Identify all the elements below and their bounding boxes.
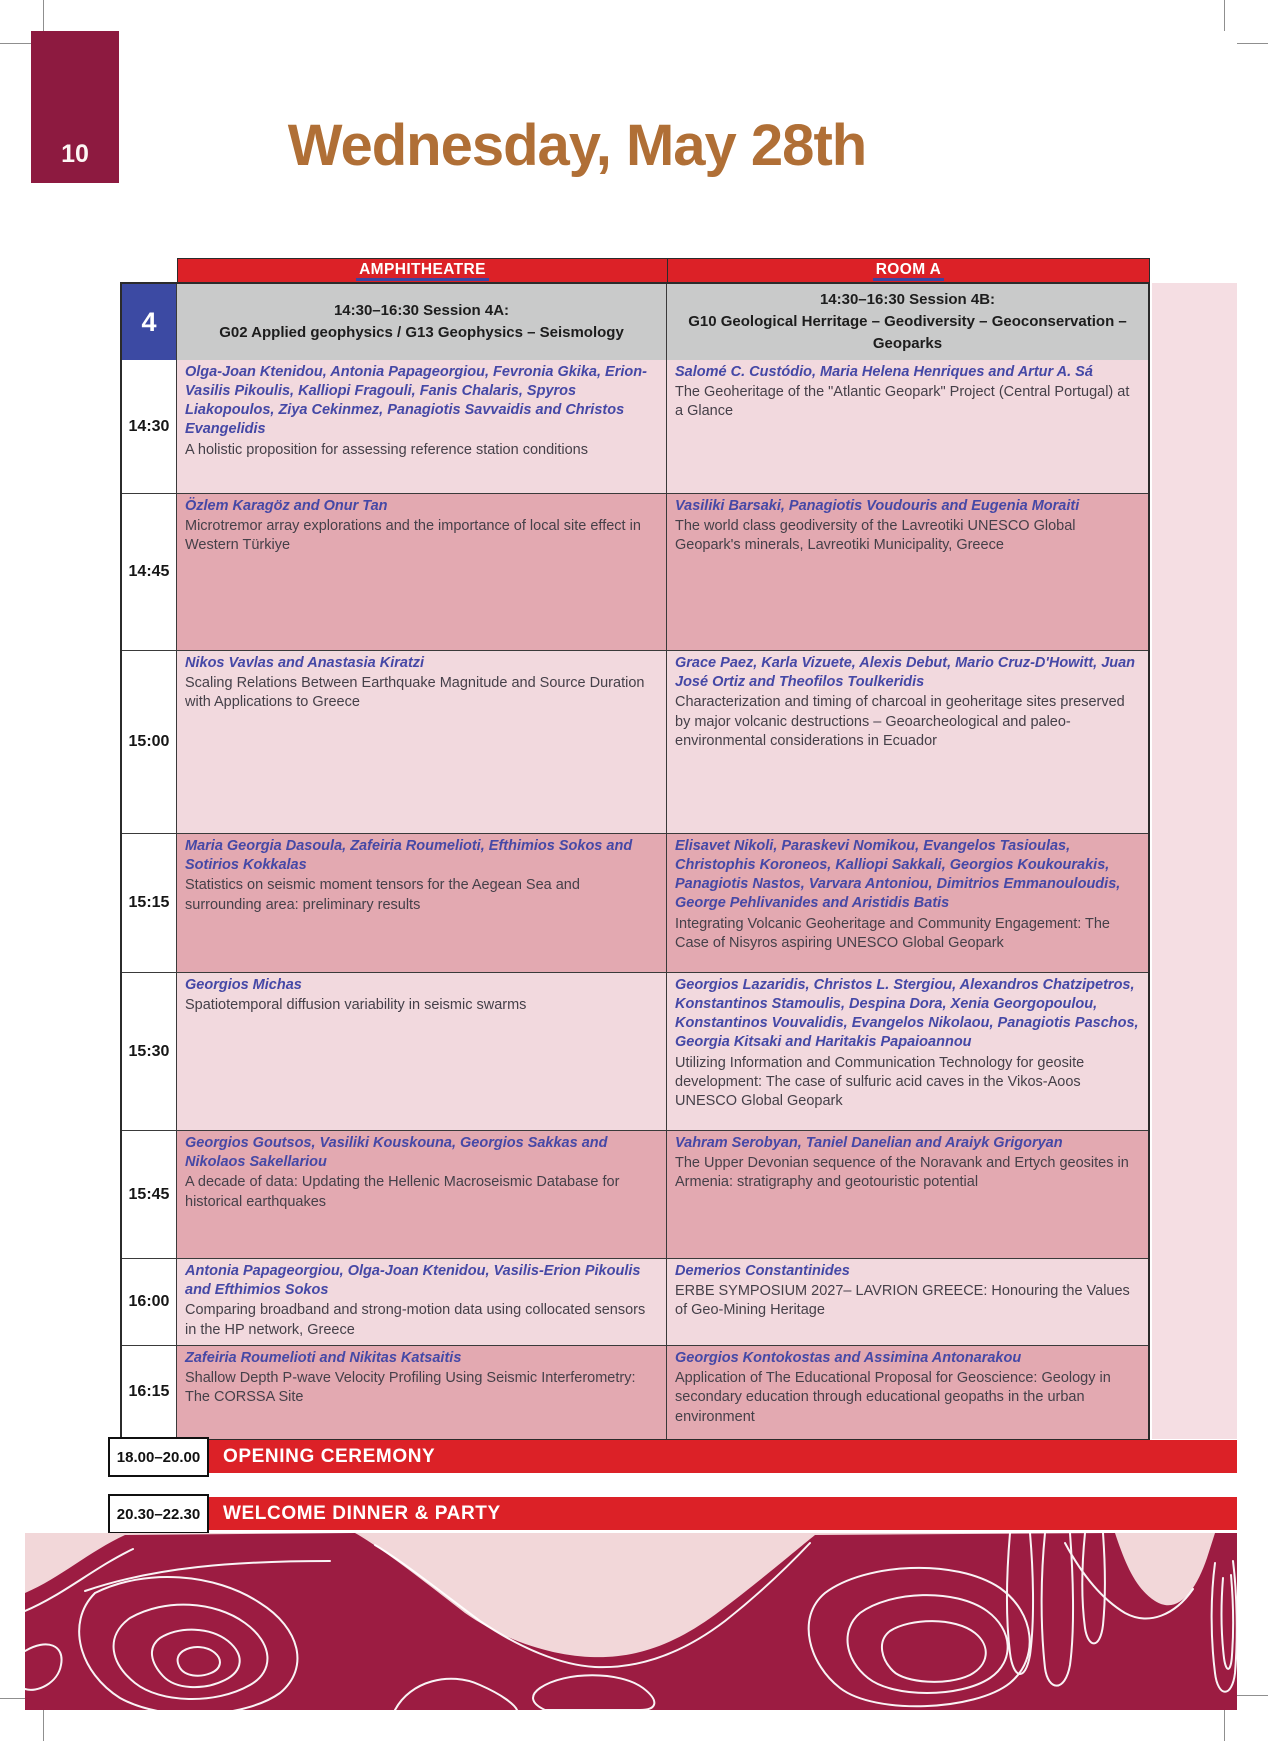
event-label: OPENING CEREMONY [223, 1445, 436, 1467]
table-row [122, 360, 1148, 493]
session-title: G02 Applied geophysics / G13 Geophysics – Seismology [219, 324, 624, 341]
session-time: 14:30–16:30 Session 4A: [333, 302, 510, 320]
authors: Georgios Michas [185, 977, 302, 993]
crop-mark [43, 1710, 44, 1741]
contour-pattern [25, 1533, 1237, 1710]
time-label: 15:30 [128, 1042, 170, 1060]
time-label: 14:45 [128, 563, 170, 580]
room-a-cell [667, 360, 1148, 493]
time-cell [122, 1259, 177, 1345]
presentation-title: Comparing broadband and strong-motion data using collocated sensors in the HP network, Greece [185, 1302, 646, 1338]
presentation-title: Characterization and timing of charcoal in geoheritage sites preserved by major volcanic destructions – Geoarcheological and paleo-environmental considerations in Ecuador [675, 694, 1125, 749]
crop-mark [43, 0, 44, 31]
authors: Olga-Joan Ktenidou, Antonia Papageorgiou, Fevronia Gkika, Erion-Vasilis Pikoulis, Kalliopi Fragouli, Fanis Chalaris, Spyros Liakopoulos, Ziya Cekinmez, Panagiotis Savvaidis and Christos Evangelidis [185, 364, 647, 438]
room-a-cell [667, 651, 1148, 833]
crop-mark [1224, 0, 1225, 31]
authors: Nikos Vavlas and Anastasia Kiratzi [185, 655, 425, 671]
presentation-title: Microtremor array explorations and the importance of local site effect in Western Türkiye [185, 518, 641, 554]
event-time-box [108, 1437, 209, 1477]
session-number-cell [122, 284, 177, 360]
time-cell [122, 494, 177, 650]
time-label: 15:15 [128, 894, 170, 911]
table-row [122, 1130, 1148, 1258]
presentation-title: The Geoheritage of the "Atlantic Geopark" Project (Central Portugal) at a Glance [675, 384, 1130, 420]
header-room-a [668, 259, 1149, 282]
page-number: 10 [61, 140, 89, 168]
presentation-title: A holistic proposition for assessing reference station conditions [185, 441, 588, 458]
presentation-title: A decade of data: Updating the Hellenic Macroseismic Database for historical earthquakes [185, 1174, 620, 1210]
crop-mark [1237, 1695, 1268, 1696]
presentation-title: Integrating Volcanic Geoheritage and Community Engagement: The Case of Nisyros aspiring UNESCO Global Geopark [675, 915, 1110, 951]
room-a-cell [667, 1131, 1148, 1258]
table-row [122, 1258, 1148, 1345]
room-a-cell [667, 973, 1148, 1130]
session-title: G10 Geological Herritage – Geodiversity – Geoconservation – Geoparks [688, 313, 1127, 352]
table-row [122, 650, 1148, 833]
header-amphitheatre [178, 259, 668, 282]
presentation-title: The Upper Devonian sequence of the Noravank and Ertych geosites in Armenia: stratigraphy and geotouristic potential [675, 1155, 1129, 1191]
page-title: Wednesday, May 28th [287, 113, 867, 178]
authors: Georgios Kontokostas and Assimina Antonarakou [675, 1349, 1022, 1366]
room-a-cell [667, 494, 1148, 650]
room-a-cell [667, 834, 1148, 972]
presentation-title: The world class geodiversity of the Lavreotiki UNESCO Global Geopark's minerals, Lavreotiki Municipality, Greece [675, 518, 1076, 554]
table-row [122, 1345, 1148, 1439]
event-time-box [108, 1494, 209, 1534]
amphitheatre-cell [177, 973, 667, 1130]
event-bar-welcome-dinner [209, 1497, 1237, 1530]
table-header-row [177, 258, 1150, 283]
side-accent-band [1152, 283, 1237, 1439]
header-label: AMPHITHEATRE [356, 261, 489, 281]
presentation-title: Application of The Educational Proposal for Geoscience: Geology in secondary education through educational geopaths in the urban environment [675, 1369, 1111, 1425]
authors: Vahram Serobyan, Taniel Danelian and Araiyk Grigoryan [675, 1135, 1063, 1151]
authors: Elisavet Nikoli, Paraskevi Nomikou, Evangelos Tasioulas, Christophis Koroneos, Kalliopi Sakkali, Georgios Koukourakis, Panagiotis Nastos, Varvara Antoniou, Dimitrios Emmanouloudis, George Pehlivanides and Aristidis Batis [675, 838, 1121, 912]
presentation-title: Scaling Relations Between Earthquake Magnitude and Source Duration with Applications to Greece [185, 675, 645, 711]
room-a-cell [667, 1259, 1148, 1345]
authors: Özlem Karagöz and Onur Tan [185, 498, 388, 514]
event-time: 20.30–22.30 [116, 1505, 201, 1523]
presentation-title: Shallow Depth P-wave Velocity Profiling Using Seismic Interferometry: The CORSSA Site [185, 1369, 636, 1406]
event-label: WELCOME DINNER & PARTY [223, 1502, 501, 1524]
event-time: 18.00–20.00 [116, 1448, 201, 1466]
authors: Demerios Constantinides [675, 1263, 850, 1279]
session-number: 4 [141, 306, 157, 337]
time-cell [122, 651, 177, 833]
session-cell-amphitheatre [177, 284, 667, 360]
amphitheatre-cell [177, 494, 667, 650]
event-bar-opening-ceremony [209, 1440, 1237, 1473]
presentation-title: ERBE SYMPOSIUM 2027– LAVRION GREECE: Honouring the Values of Geo-Mining Heritage [675, 1283, 1130, 1319]
time-cell [122, 973, 177, 1130]
time-cell [122, 360, 177, 493]
table-row [122, 833, 1148, 972]
authors: Salomé C. Custódio, Maria Helena Henriques and Artur A. Sá [675, 364, 1093, 380]
crop-mark [1224, 1710, 1225, 1741]
session-time: 14:30–16:30 Session 4B: [819, 291, 996, 309]
time-cell [122, 834, 177, 972]
authors: Georgios Lazaridis, Christos L. Stergiou, Alexandros Chatzipetros, Konstantinos Stamoulis, Despina Dora, Xenia Georgopoulou, Konstantinos Vouvalidis, Evangelos Nikolaou, Panagiotis Paschos, Georgia Kitsaki and Haritakis Papaioannou [675, 977, 1139, 1051]
amphitheatre-cell [177, 834, 667, 972]
amphitheatre-cell [177, 360, 667, 493]
presentation-title: Statistics on seismic moment tensors for the Aegean Sea and surrounding area: preliminary results [185, 877, 580, 913]
authors: Vasiliki Barsaki, Panagiotis Voudouris and Eugenia Moraiti [675, 498, 1080, 514]
session-row [122, 284, 1148, 360]
table-row [122, 972, 1148, 1130]
presentation-title: Utilizing Information and Communication Technology for geosite development: The case of sulfuric acid caves in the Vikos-Aoos UNESCO Global Geopark [675, 1054, 1085, 1110]
time-label: 15:45 [128, 1185, 170, 1203]
time-label: 16:00 [128, 1292, 170, 1310]
crop-mark [0, 43, 31, 44]
time-label: 16:15 [128, 1383, 170, 1401]
authors: Zafeiria Roumelioti and Nikitas Katsaitis [185, 1349, 462, 1366]
room-a-cell [667, 1346, 1148, 1439]
amphitheatre-cell [177, 1346, 667, 1439]
time-label: 14:30 [128, 417, 170, 435]
authors: Georgios Goutsos, Vasiliki Kouskouna, Georgios Sakkas and Nikolaos Sakellariou [185, 1135, 608, 1171]
schedule-table [120, 282, 1150, 1441]
schedule-rows [122, 360, 1148, 1439]
time-cell [122, 1346, 177, 1439]
time-cell [122, 1131, 177, 1258]
amphitheatre-cell [177, 1131, 667, 1258]
crop-mark [1237, 43, 1268, 44]
authors: Grace Paez, Karla Vizuete, Alexis Debut, Mario Cruz-D'Howitt, Juan José Ortiz and Theofilos Toulkeridis [675, 655, 1136, 691]
amphitheatre-cell [177, 1259, 667, 1345]
authors: Maria Georgia Dasoula, Zafeiria Roumelioti, Efthimios Sokos and Sotirios Kokkalas [185, 838, 633, 874]
presentation-title: Spatiotemporal diffusion variability in seismic swarms [185, 997, 527, 1014]
time-label: 15:00 [128, 733, 170, 750]
header-label: ROOM A [873, 261, 945, 281]
authors: Antonia Papageorgiou, Olga-Joan Ktenidou, Vasilis-Erion Pikoulis and Efthimios Sokos [185, 1263, 641, 1299]
amphitheatre-cell [177, 651, 667, 833]
table-row [122, 493, 1148, 650]
session-cell-room-a [667, 284, 1148, 360]
